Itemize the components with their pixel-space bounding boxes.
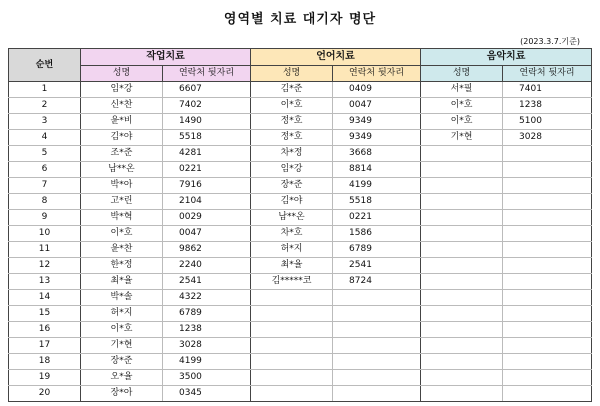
- mt-name-cell: [421, 386, 503, 402]
- table-row: [9, 162, 592, 178]
- mt-phone-cell: [503, 194, 592, 210]
- st-name-cell: [251, 370, 333, 386]
- st-phone-cell: [333, 322, 421, 338]
- ot-name-cell: 한*정: [81, 258, 163, 274]
- ot-name-cell: 조*준: [81, 146, 163, 162]
- mt-phone-cell: [503, 322, 592, 338]
- header-group-occupational-therapy: 작업치료: [81, 49, 251, 66]
- mt-phone-cell: [503, 386, 592, 402]
- table-row: [9, 370, 592, 386]
- header-mt-phone: 연락처 뒷자리: [503, 66, 592, 82]
- ot-phone-cell: 2240: [163, 258, 251, 274]
- st-name-cell: 임*강: [251, 162, 333, 178]
- st-name-cell: 남**온: [251, 210, 333, 226]
- seq-cell: 10: [9, 226, 81, 242]
- waitlist-table: [8, 48, 592, 402]
- st-phone-cell: 2541: [333, 258, 421, 274]
- mt-phone-cell: 7401: [503, 82, 592, 98]
- ot-phone-cell: 3028: [163, 338, 251, 354]
- mt-phone-cell: 5100: [503, 114, 592, 130]
- table-row: [9, 386, 592, 402]
- ot-phone-cell: 4322: [163, 290, 251, 306]
- st-name-cell: 김*야: [251, 194, 333, 210]
- ot-name-cell: 허*지: [81, 306, 163, 322]
- mt-name-cell: [421, 146, 503, 162]
- seq-cell: 14: [9, 290, 81, 306]
- mt-name-cell: [421, 322, 503, 338]
- mt-name-cell: [421, 338, 503, 354]
- header-seq: 순번: [9, 49, 81, 82]
- st-name-cell: [251, 322, 333, 338]
- header-st-phone: 연락처 뒷자리: [333, 66, 421, 82]
- st-name-cell: 차*정: [251, 146, 333, 162]
- st-name-cell: [251, 306, 333, 322]
- ot-phone-cell: 4281: [163, 146, 251, 162]
- st-phone-cell: [333, 290, 421, 306]
- table-row: [9, 210, 592, 226]
- st-name-cell: 김*****코: [251, 274, 333, 290]
- seq-cell: 6: [9, 162, 81, 178]
- seq-cell: 12: [9, 258, 81, 274]
- st-name-cell: [251, 354, 333, 370]
- seq-cell: 16: [9, 322, 81, 338]
- seq-cell: 4: [9, 130, 81, 146]
- mt-phone-cell: 3028: [503, 130, 592, 146]
- table-row: [9, 82, 592, 98]
- ot-phone-cell: 5518: [163, 130, 251, 146]
- ot-name-cell: 윤*찬: [81, 242, 163, 258]
- mt-phone-cell: [503, 242, 592, 258]
- mt-name-cell: [421, 354, 503, 370]
- header-ot-name: 성명: [81, 66, 163, 82]
- ot-name-cell: 기*현: [81, 338, 163, 354]
- st-name-cell: [251, 290, 333, 306]
- ot-name-cell: 임*강: [81, 82, 163, 98]
- ot-name-cell: 장*아: [81, 386, 163, 402]
- table-row: [9, 354, 592, 370]
- ot-phone-cell: 1238: [163, 322, 251, 338]
- ot-phone-cell: 2541: [163, 274, 251, 290]
- st-name-cell: 장*준: [251, 178, 333, 194]
- st-name-cell: 이*호: [251, 98, 333, 114]
- table-row: [9, 322, 592, 338]
- mt-name-cell: [421, 162, 503, 178]
- st-phone-cell: 1586: [333, 226, 421, 242]
- table-row: [9, 258, 592, 274]
- reference-date: (2023.3.7.기준): [520, 37, 580, 46]
- ot-phone-cell: 4199: [163, 354, 251, 370]
- table-row: [9, 290, 592, 306]
- ot-phone-cell: 9862: [163, 242, 251, 258]
- ot-phone-cell: 0345: [163, 386, 251, 402]
- table-row: [9, 146, 592, 162]
- table-row: [9, 130, 592, 146]
- mt-phone-cell: [503, 290, 592, 306]
- mt-name-cell: [421, 258, 503, 274]
- ot-phone-cell: 0221: [163, 162, 251, 178]
- seq-cell: 2: [9, 98, 81, 114]
- st-name-cell: [251, 338, 333, 354]
- ot-name-cell: 남**온: [81, 162, 163, 178]
- table-row: [9, 114, 592, 130]
- ot-name-cell: 신*찬: [81, 98, 163, 114]
- seq-cell: 19: [9, 370, 81, 386]
- st-phone-cell: 8814: [333, 162, 421, 178]
- st-name-cell: [251, 386, 333, 402]
- st-name-cell: 김*준: [251, 82, 333, 98]
- table-row: [9, 306, 592, 322]
- st-name-cell: 정*호: [251, 114, 333, 130]
- seq-cell: 3: [9, 114, 81, 130]
- ot-phone-cell: 6789: [163, 306, 251, 322]
- st-phone-cell: 0221: [333, 210, 421, 226]
- mt-phone-cell: [503, 338, 592, 354]
- seq-cell: 9: [9, 210, 81, 226]
- ot-name-cell: 고*린: [81, 194, 163, 210]
- table-row: [9, 338, 592, 354]
- mt-phone-cell: [503, 274, 592, 290]
- seq-cell: 5: [9, 146, 81, 162]
- mt-phone-cell: [503, 162, 592, 178]
- st-phone-cell: 0047: [333, 98, 421, 114]
- ot-phone-cell: 1490: [163, 114, 251, 130]
- mt-name-cell: [421, 242, 503, 258]
- ot-phone-cell: 7402: [163, 98, 251, 114]
- ot-phone-cell: 0047: [163, 226, 251, 242]
- mt-name-cell: [421, 274, 503, 290]
- mt-phone-cell: [503, 226, 592, 242]
- mt-phone-cell: [503, 146, 592, 162]
- seq-cell: 15: [9, 306, 81, 322]
- ot-name-cell: 오*율: [81, 370, 163, 386]
- st-phone-cell: 5518: [333, 194, 421, 210]
- st-name-cell: 차*호: [251, 226, 333, 242]
- ot-phone-cell: 2104: [163, 194, 251, 210]
- ot-name-cell: 윤*비: [81, 114, 163, 130]
- st-phone-cell: [333, 370, 421, 386]
- ot-name-cell: 박*아: [81, 178, 163, 194]
- mt-name-cell: [421, 210, 503, 226]
- mt-phone-cell: [503, 306, 592, 322]
- st-name-cell: 허*지: [251, 242, 333, 258]
- ot-name-cell: 이*호: [81, 322, 163, 338]
- ot-name-cell: 박*혁: [81, 210, 163, 226]
- st-phone-cell: [333, 306, 421, 322]
- header-ot-phone: 연락처 뒷자리: [163, 66, 251, 82]
- ot-name-cell: 장*준: [81, 354, 163, 370]
- page-title: 영역별 치료 대기자 명단: [223, 12, 377, 27]
- st-phone-cell: 9349: [333, 130, 421, 146]
- seq-cell: 20: [9, 386, 81, 402]
- ot-name-cell: 최*율: [81, 274, 163, 290]
- header-mt-name: 성명: [421, 66, 503, 82]
- mt-name-cell: [421, 226, 503, 242]
- mt-name-cell: [421, 306, 503, 322]
- seq-cell: 7: [9, 178, 81, 194]
- ot-phone-cell: 3500: [163, 370, 251, 386]
- mt-name-cell: [421, 194, 503, 210]
- mt-phone-cell: [503, 354, 592, 370]
- mt-phone-cell: [503, 178, 592, 194]
- ot-name-cell: 김*야: [81, 130, 163, 146]
- header-group-speech-therapy: 언어치료: [251, 49, 421, 66]
- ot-phone-cell: 7916: [163, 178, 251, 194]
- mt-phone-cell: 1238: [503, 98, 592, 114]
- mt-name-cell: 이*호: [421, 98, 503, 114]
- st-phone-cell: 9349: [333, 114, 421, 130]
- table-row: [9, 226, 592, 242]
- mt-name-cell: [421, 178, 503, 194]
- mt-phone-cell: [503, 370, 592, 386]
- seq-cell: 11: [9, 242, 81, 258]
- st-phone-cell: [333, 338, 421, 354]
- mt-phone-cell: [503, 210, 592, 226]
- seq-cell: 17: [9, 338, 81, 354]
- st-phone-cell: 4199: [333, 178, 421, 194]
- ot-phone-cell: 6607: [163, 82, 251, 98]
- header-group-music-therapy: 음악치료: [421, 49, 592, 66]
- table-row: [9, 178, 592, 194]
- header-st-name: 성명: [251, 66, 333, 82]
- mt-name-cell: 기*현: [421, 130, 503, 146]
- table-row: [9, 242, 592, 258]
- st-phone-cell: 6789: [333, 242, 421, 258]
- seq-cell: 18: [9, 354, 81, 370]
- mt-name-cell: 이*호: [421, 114, 503, 130]
- table-body: [9, 82, 592, 402]
- table-row: [9, 194, 592, 210]
- mt-name-cell: [421, 370, 503, 386]
- st-phone-cell: 0409: [333, 82, 421, 98]
- mt-name-cell: 서*필: [421, 82, 503, 98]
- mt-name-cell: [421, 290, 503, 306]
- st-phone-cell: 3668: [333, 146, 421, 162]
- st-name-cell: 최*율: [251, 258, 333, 274]
- seq-cell: 8: [9, 194, 81, 210]
- st-name-cell: 정*호: [251, 130, 333, 146]
- seq-cell: 1: [9, 82, 81, 98]
- seq-cell: 13: [9, 274, 81, 290]
- mt-phone-cell: [503, 258, 592, 274]
- ot-phone-cell: 0029: [163, 210, 251, 226]
- st-phone-cell: [333, 386, 421, 402]
- table-row: [9, 98, 592, 114]
- ot-name-cell: 이*호: [81, 226, 163, 242]
- st-phone-cell: 8724: [333, 274, 421, 290]
- ot-name-cell: 박*솔: [81, 290, 163, 306]
- st-phone-cell: [333, 354, 421, 370]
- table-row: [9, 274, 592, 290]
